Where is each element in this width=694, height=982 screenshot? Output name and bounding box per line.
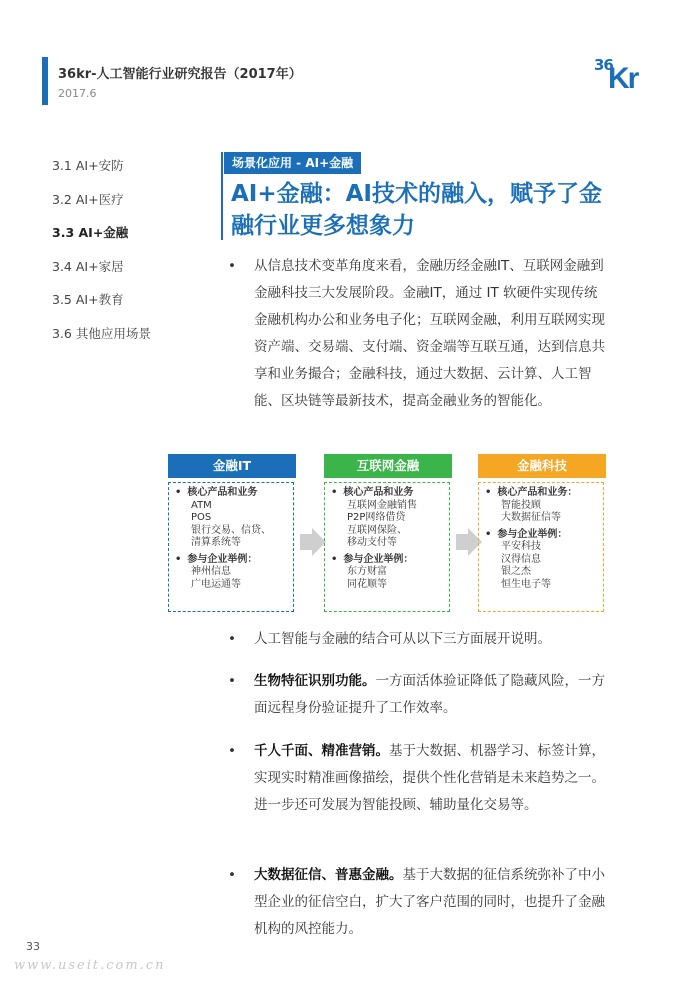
points-intro-text: 人工智能与金融的结合可从以下三方面展开说明。 [254,631,551,647]
product-item: 大数据征信等 [501,512,561,523]
point-precision-marketing [228,738,608,819]
point-biometrics [228,668,608,722]
point-title: 生物特征识别功能。 [254,673,376,689]
stage-box-fintech [478,454,606,611]
product-item: 互联网金融销售 [347,499,417,511]
stage-title: 金融IT [168,454,296,478]
company-item: 汉得信息 [501,553,541,565]
intro-text: 从信息技术变革角度来看，金融历经金融IT、互联网金融到金融科技三大发展阶段。金融IT，通过 IT 软硬件实现传统金融机构办公和业务电子化；互联网金融，利用互联网实现资产端、交易端、支付端、资金端等互联互通，达到信息共享和业务撮合；金融科技，通过大数据、云计算、人工智能、区块链等最新技术，提高金融业务的智能化。 [254,258,605,409]
bullet: • [228,867,236,883]
stage-body [168,482,294,612]
bullet: • [228,743,236,759]
logo-number: 36 [594,56,613,74]
toc-item-security[interactable]: 3.1 AI+安防 [52,158,124,173]
table-of-contents [52,156,151,357]
product-item: POS [191,512,212,523]
toc-item-home[interactable]: 3.4 AI+家居 [52,258,124,274]
report-date: 2017.6 [58,87,97,100]
point-title: 大数据征信、普惠金融。 [254,867,403,883]
product-item: 清算系统等 [191,537,241,548]
bullet: • [228,673,236,689]
product-item: 互联网保险、 [347,524,407,536]
company-item: 广电运通等 [191,578,241,590]
product-item: ATM [191,499,212,511]
bullet: • [228,258,236,274]
point-text: 基于大数据的征信系统弥补了中小型企业的征信空白，扩大了客户范围的同时，也提升了金融机构的风控能力。 [254,867,605,937]
point-text: 一方面活体验证降低了隐藏风险，一方面远程身份验证提升了工作效率。 [254,673,605,716]
product-item: P2P网络借贷 [347,512,406,523]
bullet: • [228,631,236,647]
company-item: 平安科技 [501,541,541,552]
point-title: 千人千面、精准营销。 [254,743,389,759]
watermark: www.useit.com.cn [14,958,166,973]
36kr-logo [594,56,654,96]
product-item: 移动支付等 [347,537,397,548]
stage-body [324,482,450,612]
products-label: • 核心产品和业务 [325,487,449,500]
logo-letters: Kr [608,62,638,95]
company-item: 神州信息 [191,566,231,577]
company-item: 银之杰 [501,566,531,577]
company-item: 恒生电子等 [501,578,551,590]
toc-item-medical[interactable]: 3.2 AI+医疗 [52,191,124,207]
section-heading: AI+金融：AI技术的融入，赋予了金融行业更多想象力 [231,181,602,239]
companies-label: • 参与企业举例： [325,554,449,567]
point-credit-inclusive-finance [228,862,608,943]
section-tag: 场景化应用 - AI+金融 [224,152,361,174]
product-item: 银行交易、信贷、 [191,524,271,536]
header-accent-bar [42,57,48,105]
stage-box-finance-it [168,454,296,611]
products-label: • 核心产品和业务： [479,487,603,500]
arrow-stem [300,534,312,550]
intro-paragraph [228,253,608,415]
toc-item-finance[interactable]: 3.3 AI+金融 [52,225,129,240]
toc-item-other[interactable]: 3.6 其他应用场景 [52,325,151,341]
report-title: 36kr-人工智能行业研究报告（2017年） [58,67,302,82]
toc-item-education[interactable]: 3.5 AI+教育 [52,292,124,307]
products-label: • 核心产品和业务 [169,487,293,500]
stage-title: 金融科技 [478,454,606,478]
arrow-stem [456,534,468,550]
product-item: 智能投顾 [501,499,541,511]
page-number: 33 [26,940,40,953]
stage-title: 互联网金融 [324,454,452,478]
companies-label: • 参与企业举例： [169,554,293,567]
company-item: 东方财富 [347,566,387,577]
section-accent-line [221,152,223,240]
point-text: 基于大数据、机器学习、标签计算，实现实时精准画像描绘，提供个性化营销是未来趋势之一。进一步还可发展为智能投顾、辅助量化交易等。 [254,743,605,813]
points-intro [228,626,608,653]
company-item: 同花顺等 [347,578,387,590]
companies-label: • 参与企业举例： [479,529,603,542]
stage-body [478,482,604,612]
stage-box-internet-finance [324,454,452,611]
